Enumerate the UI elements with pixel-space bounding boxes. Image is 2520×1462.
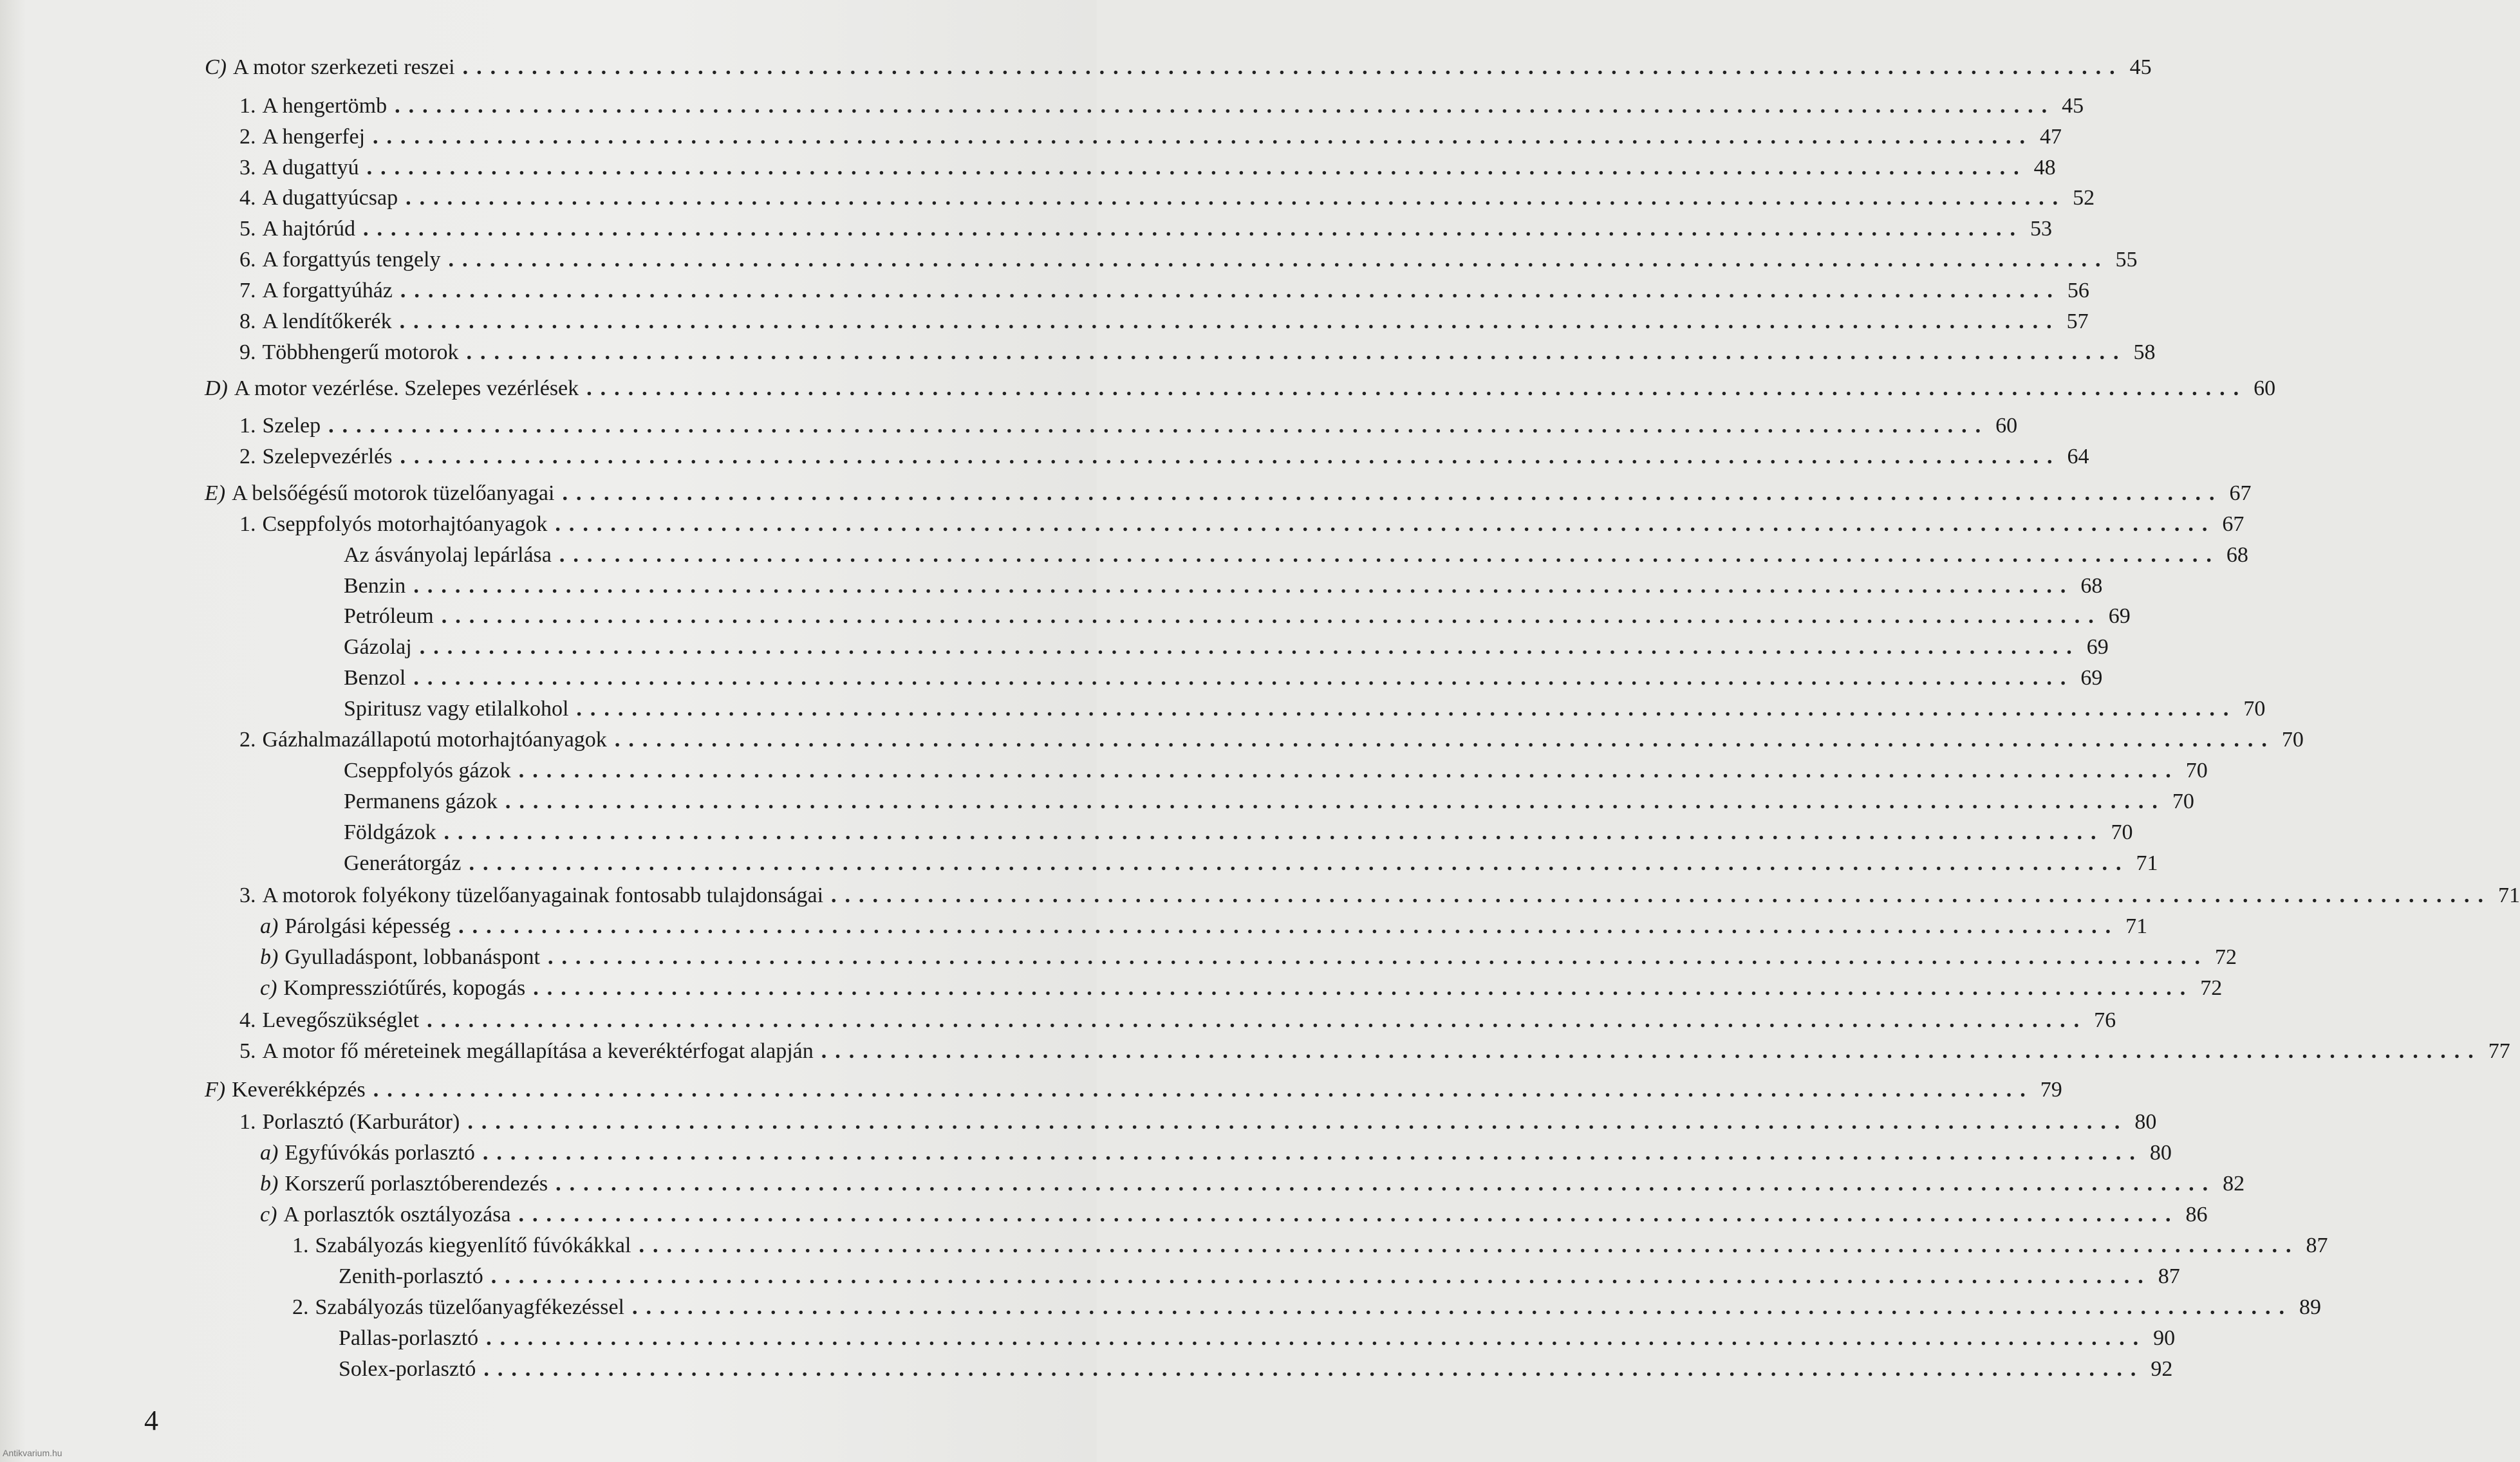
entry-number: D) (205, 376, 228, 400)
toc-entry (239, 214, 2052, 244)
entry-title: Pallas-porlasztó (339, 1326, 479, 1350)
entry-page: 69 (2080, 666, 2103, 690)
entry-page: 86 (2185, 1203, 2208, 1226)
dot-leader: ........................................................................................................................ (631, 1295, 2293, 1319)
entry-page: 67 (2229, 481, 2252, 505)
entry-title: Spiritusz vagy etilalkohol (344, 697, 569, 721)
entry-title: A hengertömb (262, 94, 387, 118)
dot-leader: ........................................................................................................................ (547, 945, 2208, 969)
entry-title: Szelep (262, 414, 321, 438)
entry-title: Gázhalmazállapotú motorhajtóanyagok (262, 728, 607, 752)
entry-number: 4. (239, 1008, 256, 1032)
toc-entry (344, 541, 2248, 570)
entry-number: C) (205, 55, 227, 79)
entry-page: 87 (2158, 1264, 2180, 1288)
entry-number: F) (205, 1078, 226, 1102)
entry-number: 1. (239, 414, 256, 438)
toc-entry (239, 245, 2138, 275)
dot-leader: ........................................................................................................................ (466, 340, 2127, 364)
toc-entry (260, 974, 2223, 1003)
dot-leader: ........................................................................................................................ (555, 1172, 2217, 1196)
toc-entry (239, 1006, 2116, 1035)
entry-number: 2. (239, 728, 256, 752)
toc-entry (239, 183, 2095, 213)
dot-leader: ........................................................................................................................ (413, 666, 2075, 690)
toc-entry (292, 1293, 2321, 1322)
entry-title: A hajtórúd (262, 217, 355, 241)
toc-entry (260, 912, 2148, 941)
dot-leader: ........................................................................................................................ (399, 310, 2060, 333)
entry-title: A forgattyús tengely (262, 248, 441, 272)
dot-leader: ........................................................................................................................ (400, 445, 2061, 468)
entry-page: 64 (2067, 445, 2089, 468)
entry-page: 70 (2243, 697, 2266, 721)
toc-entry (344, 663, 2103, 693)
dot-leader: ........................................................................................................................ (614, 728, 2275, 752)
entry-page: 70 (2172, 790, 2194, 813)
entry-title: Levegőszükséglet (262, 1008, 420, 1032)
entry-number: 2. (292, 1295, 309, 1319)
entry-title: Generátorgáz (344, 851, 462, 875)
entry-title: Földgázok (344, 820, 436, 844)
entry-number: b) (260, 945, 279, 969)
entry-page: 71 (2136, 851, 2158, 875)
entry-page: 79 (2040, 1078, 2062, 1102)
dot-leader: ........................................................................................................................ (328, 414, 1990, 438)
toc-entry (239, 153, 2056, 183)
dot-leader: ........................................................................................................................ (518, 759, 2179, 782)
entry-title: Petróleum (344, 604, 434, 628)
toc-entry (339, 1324, 2176, 1353)
entry-number: 7. (239, 279, 256, 302)
entry-number: 3. (239, 884, 256, 907)
entry-title: A hengerfej (262, 125, 366, 149)
entry-number: c) (260, 976, 277, 1000)
toc-entry (344, 633, 2109, 662)
entry-title: A motor vezérlése. Szelepes vezérlések (234, 376, 579, 400)
entry-title: A motorok folyékony tüzelőanyagainak fontosabb tulajdonságai (262, 884, 824, 907)
entry-page: 53 (2030, 217, 2052, 241)
entry-page: 58 (2133, 340, 2156, 364)
entry-number: 4. (239, 186, 256, 210)
entry-page: 76 (2094, 1008, 2116, 1032)
toc-entry (239, 1037, 2510, 1066)
entry-page: 69 (2108, 604, 2131, 628)
dot-leader: ........................................................................................................................ (533, 976, 2194, 1000)
entry-title: A belsőégésű motorok tüzelőanyagai (232, 481, 555, 505)
toc-entry (344, 571, 2103, 601)
dot-leader: ........................................................................................................................ (406, 186, 2067, 210)
entry-title: A lendítőkerék (262, 310, 392, 333)
toc-entry (239, 510, 2245, 539)
entry-number: c) (260, 1203, 277, 1226)
toc-entry (239, 881, 2520, 911)
entry-page: 87 (2306, 1234, 2328, 1257)
dot-leader: ........................................................................................................................ (490, 1264, 2152, 1288)
entry-title: Benzol (344, 666, 406, 690)
dot-leader: ........................................................................................................................ (373, 125, 2034, 149)
dot-leader: ........................................................................................................................ (419, 635, 2080, 659)
entry-page: 57 (2066, 310, 2089, 333)
entry-number: 2. (239, 125, 256, 149)
entry-page: 71 (2498, 884, 2520, 907)
entry-title: Szelepvezérlés (262, 445, 393, 468)
entry-page: 45 (2062, 94, 2084, 118)
toc-entry (239, 725, 2304, 755)
dot-leader: ........................................................................................................................ (555, 512, 2216, 536)
toc-entry (205, 53, 2152, 82)
entry-page: 68 (2226, 543, 2248, 567)
toc-entry (260, 1138, 2172, 1168)
watermark-text: Antikvarium.hu (3, 1448, 62, 1458)
entry-number: 1. (239, 512, 256, 536)
entry-page: 82 (2223, 1172, 2245, 1196)
entry-title: Gyulladáspont, lobbanáspont (285, 945, 540, 969)
entry-title: Egyfúvókás porlasztó (285, 1141, 475, 1165)
entry-page: 89 (2299, 1295, 2321, 1319)
entry-title: Cseppfolyós gázok (344, 759, 511, 782)
toc-entry (239, 411, 2018, 441)
entry-title: Szabályozás tüzelőanyagfékezéssel (315, 1295, 624, 1319)
entry-number: 1. (292, 1234, 309, 1257)
entry-title: Kompressziótűrés, kopogás (283, 976, 526, 1000)
entry-page: 70 (2111, 820, 2133, 844)
dot-leader: ........................................................................................................................ (469, 851, 2130, 875)
entry-title: Benzin (344, 574, 406, 598)
page-number: 4 (144, 1405, 158, 1436)
entry-number: 2. (239, 445, 256, 468)
dot-leader: ........................................................................................................................ (483, 1357, 2145, 1381)
entry-title: Cseppfolyós motorhajtóanyagok (262, 512, 548, 536)
entry-page: 56 (2067, 279, 2089, 302)
entry-page: 52 (2073, 186, 2095, 210)
entry-title: Párolgási képesség (285, 914, 451, 938)
entry-page: 80 (2149, 1141, 2172, 1165)
toc-entry (292, 1231, 2328, 1261)
dot-leader: ........................................................................................................................ (458, 914, 2120, 938)
entry-title: Keverékképzés (232, 1078, 366, 1102)
entry-number: 9. (239, 340, 256, 364)
entry-number: b) (260, 1172, 279, 1196)
toc-entry (205, 1075, 2062, 1105)
dot-leader: ........................................................................................................................ (362, 217, 2024, 241)
entry-title: Korszerű porlasztóberendezés (285, 1172, 548, 1196)
dot-leader: ........................................................................................................................ (448, 248, 2109, 272)
entry-page: 70 (2281, 728, 2304, 752)
entry-page: 68 (2080, 574, 2103, 598)
entry-page: 48 (2033, 156, 2056, 180)
entry-number: 3. (239, 156, 256, 180)
toc-entry (344, 756, 2208, 786)
toc-entry (344, 849, 2158, 878)
entry-number: 6. (239, 248, 256, 272)
toc-entry (239, 122, 2062, 152)
entry-title: Szabályozás kiegyenlítő fúvókákkal (315, 1234, 631, 1257)
entry-number: a) (260, 914, 279, 938)
entry-page: 67 (2222, 512, 2245, 536)
entry-page: 45 (2129, 55, 2152, 79)
toc-entry (339, 1262, 2180, 1291)
toc-entry (239, 91, 2084, 121)
toc-entry (344, 818, 2133, 847)
toc-entry (260, 1200, 2208, 1230)
dot-leader: ........................................................................................................................ (639, 1234, 2300, 1257)
entry-number: E) (205, 481, 226, 505)
dot-leader: ........................................................................................................................ (482, 1141, 2143, 1165)
entry-title: Permanens gázok (344, 790, 498, 813)
entry-title: A motor fő méreteinek megállapítása a keveréktérfogat alapján (262, 1039, 814, 1063)
entry-number: 8. (239, 310, 256, 333)
dot-leader: ........................................................................................................................ (400, 279, 2061, 302)
toc-entry (239, 338, 2156, 367)
toc-entry (239, 1107, 2157, 1137)
toc-entry (344, 787, 2194, 817)
toc-entry (339, 1355, 2173, 1384)
dot-leader: ........................................................................................................................ (562, 481, 2223, 505)
entry-title: Az ásványolaj lepárlása (344, 543, 552, 567)
entry-page: 77 (2488, 1039, 2510, 1063)
dot-leader: ........................................................................................................................ (518, 1203, 2179, 1226)
entry-title: Gázolaj (344, 635, 412, 659)
entry-page: 55 (2115, 248, 2138, 272)
entry-page: 72 (2214, 945, 2237, 969)
dot-leader: ........................................................................................................................ (395, 94, 2056, 118)
dot-leader: ........................................................................................................................ (427, 1008, 2088, 1032)
entry-title: Többhengerű motorok (262, 340, 459, 364)
dot-leader: ........................................................................................................................ (505, 790, 2166, 813)
entry-title: A dugattyú (262, 156, 359, 180)
toc-entry (205, 479, 2252, 508)
dot-leader: ........................................................................................................................ (366, 156, 2028, 180)
entry-page: 90 (2153, 1326, 2176, 1350)
entry-title: A dugattyúcsap (262, 186, 398, 210)
entry-number: 1. (239, 1110, 256, 1134)
entry-page: 92 (2151, 1357, 2173, 1381)
dot-leader: ........................................................................................................................ (559, 543, 2220, 567)
dot-leader: ........................................................................................................................ (441, 604, 2102, 628)
entry-title: A motor szerkezeti reszei (233, 55, 455, 79)
dot-leader: ........................................................................................................................ (576, 697, 2237, 721)
entry-title: Porlasztó (Karburátor) (262, 1110, 460, 1134)
entry-page: 47 (2040, 125, 2062, 149)
dot-leader: ........................................................................................................................ (586, 376, 2248, 400)
dot-leader: ........................................................................................................................ (831, 884, 2492, 907)
dot-leader: ........................................................................................................................ (413, 574, 2075, 598)
entry-number: a) (260, 1141, 279, 1165)
toc-entry (239, 442, 2089, 472)
entry-title: A porlasztók osztályozása (283, 1203, 511, 1226)
entry-page: 60 (2254, 376, 2276, 400)
entry-number: 1. (239, 94, 256, 118)
entry-page: 69 (2086, 635, 2109, 659)
entry-page: 60 (1995, 414, 2018, 438)
toc-entry (344, 694, 2266, 724)
entry-title: Solex-porlasztó (339, 1357, 476, 1381)
toc-entry (239, 307, 2089, 337)
toc-entry (239, 276, 2089, 306)
entry-title: A forgattyúház (262, 279, 393, 302)
toc-entry (205, 374, 2276, 403)
entry-number: 5. (239, 217, 256, 241)
dot-leader: ........................................................................................................................ (486, 1326, 2147, 1350)
dot-leader: ........................................................................................................................ (467, 1110, 2129, 1134)
entry-page: 80 (2134, 1110, 2157, 1134)
entry-page: 70 (2185, 759, 2208, 782)
entry-page: 72 (2200, 976, 2223, 1000)
entry-page: 71 (2125, 914, 2148, 938)
dot-leader: ........................................................................................................................ (443, 820, 2105, 844)
dot-leader: ........................................................................................................................ (373, 1078, 2034, 1102)
toc-entry (260, 1169, 2245, 1199)
entry-number: 5. (239, 1039, 256, 1063)
dot-leader: ........................................................................................................................ (821, 1039, 2482, 1063)
dot-leader: ........................................................................................................................ (462, 55, 2123, 79)
toc-entry (260, 943, 2237, 972)
entry-title: Zenith-porlasztó (339, 1264, 483, 1288)
toc-entry (344, 602, 2131, 631)
